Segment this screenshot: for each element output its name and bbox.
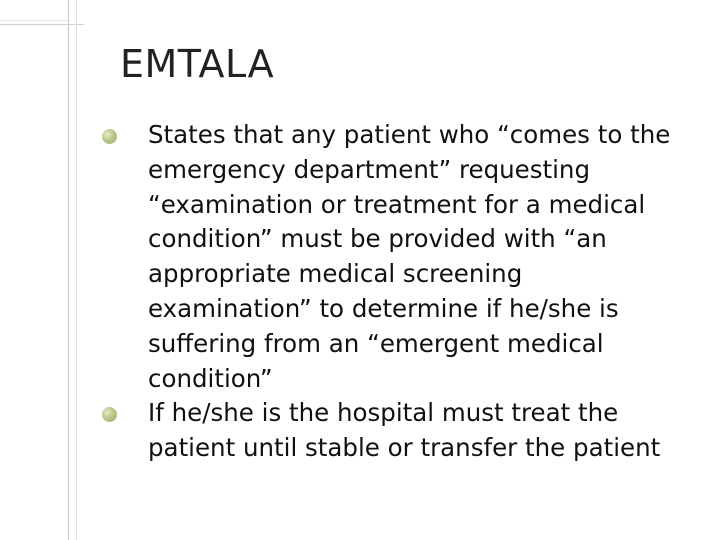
bullet-text-line: States that any patient who “comes to the bbox=[148, 120, 671, 149]
bullet-text-line: patient until stable or transfer the patient bbox=[148, 433, 661, 463]
bullet-list bbox=[100, 118, 700, 466]
bullet-text-line: If he/she is the hospital must treat the bbox=[148, 398, 619, 428]
bullet-item bbox=[100, 396, 700, 466]
frame-decoration bbox=[68, 0, 69, 540]
bullet-text-line: appropriate medical screening bbox=[148, 259, 523, 289]
bullet-text-line: condition” bbox=[148, 363, 273, 393]
bullet-text-line: condition” must be provided with “an bbox=[148, 224, 607, 254]
bullet-dot-icon bbox=[102, 129, 117, 144]
frame-decoration bbox=[76, 0, 77, 540]
bullet-text-line: emergency department” requesting bbox=[148, 154, 591, 184]
bullet-text-line: suffering from an “emergent medical bbox=[148, 328, 604, 358]
slide-title: EMTALA bbox=[120, 42, 275, 86]
bullet-item bbox=[100, 118, 700, 396]
bullet-text-line: examination” to determine if he/she is bbox=[148, 293, 619, 323]
frame-decoration bbox=[0, 24, 84, 25]
bullet-text-line: “examination or treatment for a medical bbox=[148, 189, 646, 219]
bullet-dot-icon bbox=[102, 407, 117, 422]
frame-decoration bbox=[0, 20, 70, 21]
